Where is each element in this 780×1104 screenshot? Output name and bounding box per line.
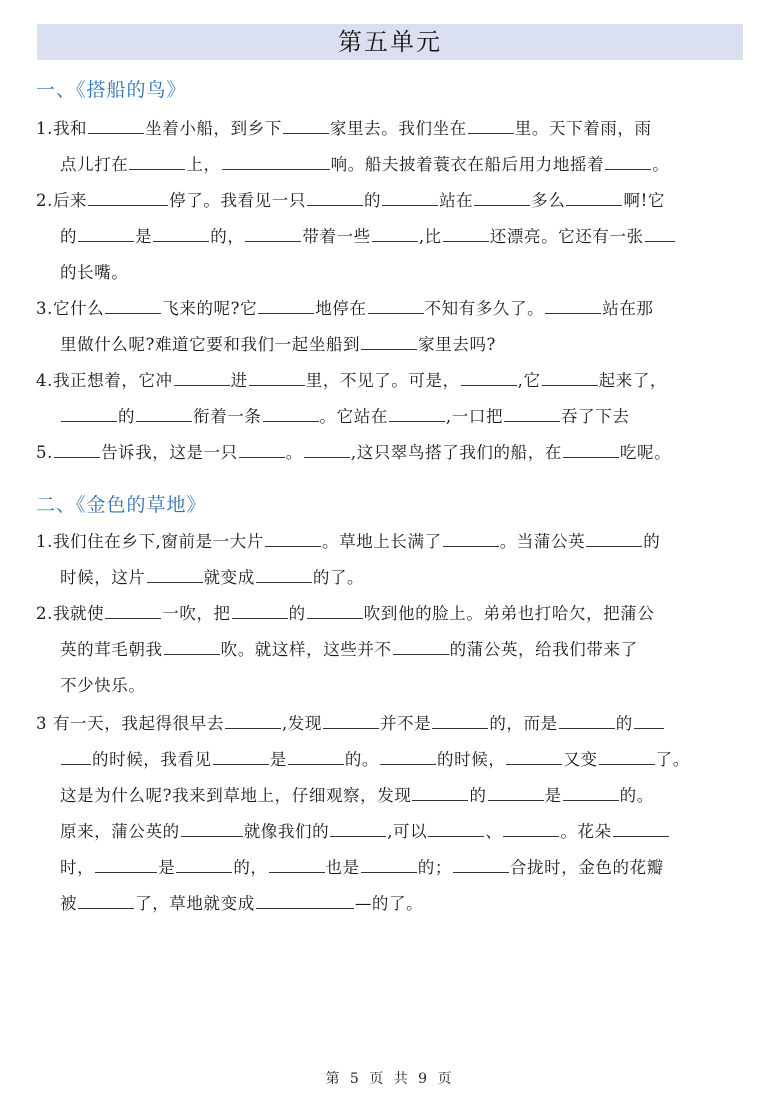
text: 的时候， [437, 750, 506, 769]
blank[interactable] [174, 367, 230, 386]
blank[interactable] [164, 636, 220, 655]
text: 停了。我看见一只 [169, 191, 306, 210]
blank[interactable] [504, 403, 560, 422]
blank[interactable] [105, 600, 161, 619]
text: 的长嘴。 [60, 263, 129, 282]
text: 。草地上长满了 [322, 532, 442, 551]
text: ,一口把 [445, 407, 504, 426]
text: 上， [186, 155, 221, 174]
text: 。 [652, 155, 670, 174]
text: 的 [363, 191, 382, 210]
text: ,比 [418, 227, 442, 246]
text: 、 [485, 822, 503, 841]
text: 的 [118, 407, 136, 426]
text: 衔着一条 [193, 407, 262, 426]
text: —的了。 [354, 894, 424, 913]
text: 的， [233, 858, 268, 877]
text: 不知有多久了。 [424, 299, 545, 318]
text: 的。 [344, 750, 380, 769]
blank[interactable] [503, 818, 559, 837]
text: 里。天下着雨，雨 [514, 119, 652, 138]
s1-item-2-line-2 [36, 219, 748, 255]
text: 原来，蒲公英的 [60, 822, 180, 841]
text: 吹。就这样，这些并不 [220, 640, 392, 659]
text: 时候，这片 [60, 568, 146, 587]
text: 的， [210, 227, 245, 246]
text: 的 [288, 604, 306, 623]
text: 是 [269, 750, 287, 769]
text: 2.后来 [36, 191, 88, 210]
blank[interactable] [265, 528, 321, 547]
text: 告诉我，这是一只 [100, 443, 238, 462]
text: 家里去吗? [418, 335, 497, 354]
blank[interactable] [566, 187, 622, 206]
blank[interactable] [443, 223, 489, 242]
s1-item-2 [36, 183, 748, 291]
unit-title-bar [37, 24, 743, 60]
text: 吹到他的脸上。弟弟也打哈欠，把蒲公 [363, 604, 655, 623]
text: 也是 [325, 858, 360, 877]
blank[interactable] [412, 782, 468, 801]
s2-item-1 [36, 524, 748, 596]
blank[interactable] [453, 854, 509, 873]
text: 就像我们的 [243, 822, 330, 841]
text: 起来了， [598, 371, 668, 390]
text: 家里去。我们坐在 [329, 119, 467, 138]
blank[interactable] [307, 600, 363, 619]
blank[interactable] [258, 295, 314, 314]
blank[interactable] [634, 710, 664, 729]
s2-item-2-line-3 [36, 668, 748, 704]
text: 。它站在 [319, 407, 388, 426]
blank[interactable] [542, 367, 598, 386]
s1-item-4 [36, 363, 748, 435]
blank[interactable] [213, 746, 269, 765]
text: 站在 [439, 191, 474, 210]
s2-item-2-line-1 [36, 596, 748, 632]
s1-item-1-line-2 [36, 147, 748, 183]
text: 5. [36, 443, 53, 462]
blank[interactable] [239, 439, 285, 458]
blank[interactable] [147, 564, 203, 583]
text: 飞来的呢?它 [162, 299, 258, 318]
blank[interactable] [605, 151, 651, 170]
text: 里，不见了。可是， [305, 371, 460, 390]
text: 。 [285, 443, 303, 462]
text: 4.我正想着，它冲 [36, 371, 173, 390]
blank[interactable] [307, 187, 363, 206]
blank[interactable] [488, 782, 544, 801]
unit-title: 第五单元 [338, 28, 442, 56]
text: 是 [135, 227, 153, 246]
text: 1.我和 [36, 119, 88, 138]
text: 吃呢。 [619, 443, 672, 462]
blank[interactable] [269, 854, 325, 873]
s2-item-1-line-1 [36, 524, 748, 560]
text: 的 [469, 786, 487, 805]
blank[interactable] [372, 223, 418, 242]
text: 这是为什么呢?我来到草地上，仔细观察，发现 [60, 786, 412, 805]
text: 的。 [619, 786, 654, 805]
text: 多么 [531, 191, 566, 210]
blank[interactable] [506, 746, 562, 765]
blank[interactable] [545, 295, 601, 314]
blank[interactable] [389, 403, 445, 422]
text: 坐着小船，到乡下 [145, 119, 282, 138]
blank[interactable] [586, 528, 642, 547]
blank[interactable] [54, 439, 100, 458]
s1-item-2-line-1 [36, 183, 748, 219]
blank[interactable] [645, 223, 675, 242]
text: 进 [230, 371, 248, 390]
s1-item-5-line-1 [36, 435, 748, 471]
text: 的蒲公英，给我们带来了 [449, 640, 638, 659]
text: 站在那 [602, 299, 654, 318]
s1-item-4-line-2 [36, 399, 748, 435]
blank[interactable] [225, 710, 281, 729]
text: 里做什么呢?难道它要和我们一起坐船到 [60, 335, 361, 354]
s1-item-3-line-1 [36, 291, 748, 327]
blank[interactable] [105, 295, 161, 314]
s1-item-4-line-1 [36, 363, 748, 399]
text: 3 有一天，我起得很早去 [36, 714, 224, 733]
s2-item-2 [36, 596, 748, 704]
s2-item-3-line-6 [36, 886, 748, 922]
text: 了，草地就变成 [135, 894, 255, 913]
text: 1.我们住在乡下,窗前是一大片 [36, 532, 264, 551]
text: 3.它什么 [36, 299, 105, 318]
blank[interactable] [288, 746, 344, 765]
blank[interactable] [461, 367, 517, 386]
blank[interactable] [443, 528, 499, 547]
text: 一吹，把 [162, 604, 231, 623]
s1-item-3 [36, 291, 748, 363]
text: 带着一些 [302, 227, 371, 246]
s1-item-2-line-3 [36, 255, 748, 291]
blank[interactable] [136, 403, 192, 422]
s2-item-3-line-4 [36, 814, 748, 850]
blank[interactable] [361, 331, 417, 350]
section-heading-2: 二、《金色的草地》 [36, 494, 207, 516]
blank[interactable] [468, 115, 514, 134]
blank[interactable] [222, 151, 330, 170]
text: 英的茸毛朝我 [60, 640, 163, 659]
page-footer: 第 5 页 共 9 页 [325, 1071, 455, 1087]
text: 的时候，我看见 [92, 750, 212, 769]
s1-item-3-line-2 [36, 327, 748, 363]
blank[interactable] [474, 187, 530, 206]
blank[interactable] [368, 295, 424, 314]
text: 点儿打在 [60, 155, 129, 174]
blank[interactable] [432, 710, 488, 729]
blank[interactable] [380, 746, 436, 765]
blank[interactable] [129, 151, 185, 170]
text: 2.我就使 [36, 604, 105, 623]
blank[interactable] [559, 710, 615, 729]
text: 就变成 [203, 568, 255, 587]
text: 被 [60, 894, 78, 913]
blank[interactable] [78, 223, 134, 242]
s2-item-3-line-3 [36, 778, 748, 814]
blank[interactable] [304, 439, 350, 458]
s1-item-1-line-1 [36, 111, 748, 147]
s2-item-1-line-2 [36, 560, 748, 596]
s2-item-3-line-2 [36, 742, 748, 778]
blank[interactable] [88, 115, 144, 134]
text: 的了。 [312, 568, 365, 587]
blank[interactable] [256, 564, 312, 583]
text: ,它 [517, 371, 541, 390]
blank[interactable] [563, 782, 619, 801]
text: 啊!它 [623, 191, 665, 210]
text: 响。船夫披着蓑衣在船后用力地摇着 [330, 155, 605, 174]
blank[interactable] [563, 439, 619, 458]
blank[interactable] [428, 818, 484, 837]
text: 的 [615, 714, 633, 733]
text: 吞了下去 [561, 407, 630, 426]
blank[interactable] [382, 187, 438, 206]
text: 还漂亮。它还有一张 [489, 227, 644, 246]
text: 合拢时，金色的花瓣 [509, 858, 664, 877]
blank[interactable] [283, 115, 329, 134]
blank[interactable] [323, 710, 379, 729]
text: ,可以 [387, 822, 428, 841]
text: 是 [544, 786, 562, 805]
text: 时， [60, 858, 95, 877]
blank[interactable] [613, 818, 669, 837]
s2-item-2-line-2 [36, 632, 748, 668]
text: 又变 [563, 750, 598, 769]
blank[interactable] [249, 367, 305, 386]
text: 的 [643, 532, 661, 551]
blank[interactable] [361, 854, 417, 873]
s2-item-3-line-1 [36, 706, 748, 742]
text: 地停在 [315, 299, 367, 318]
text: 。花朵 [560, 822, 612, 841]
blank[interactable] [61, 746, 91, 765]
s1-item-5 [36, 435, 748, 471]
blank[interactable] [599, 746, 655, 765]
blank[interactable] [245, 223, 301, 242]
blank[interactable] [393, 636, 449, 655]
text: 并不是 [380, 714, 432, 733]
s2-item-3 [36, 706, 748, 922]
blank[interactable] [88, 187, 168, 206]
section-heading-1: 一、《搭船的鸟》 [36, 79, 187, 101]
blank[interactable] [181, 818, 243, 837]
blank[interactable] [95, 854, 157, 873]
text: 。当蒲公英 [499, 532, 586, 551]
blank[interactable] [256, 890, 354, 909]
blank[interactable] [61, 403, 117, 422]
text: 的 [60, 227, 78, 246]
text: 的； [417, 858, 452, 877]
text: ,发现 [281, 714, 322, 733]
s2-item-3-line-5 [36, 850, 748, 886]
text: ,这只翠鸟搭了我们的船，在 [350, 443, 562, 462]
text: 是 [158, 858, 176, 877]
text: 的，而是 [489, 714, 558, 733]
text: 了。 [655, 750, 690, 769]
blank[interactable] [232, 600, 288, 619]
text: 不少快乐。 [60, 676, 146, 695]
blank[interactable] [78, 890, 134, 909]
blank[interactable] [330, 818, 386, 837]
blank[interactable] [263, 403, 319, 422]
s1-item-1 [36, 111, 748, 183]
blank[interactable] [176, 854, 232, 873]
blank[interactable] [153, 223, 209, 242]
